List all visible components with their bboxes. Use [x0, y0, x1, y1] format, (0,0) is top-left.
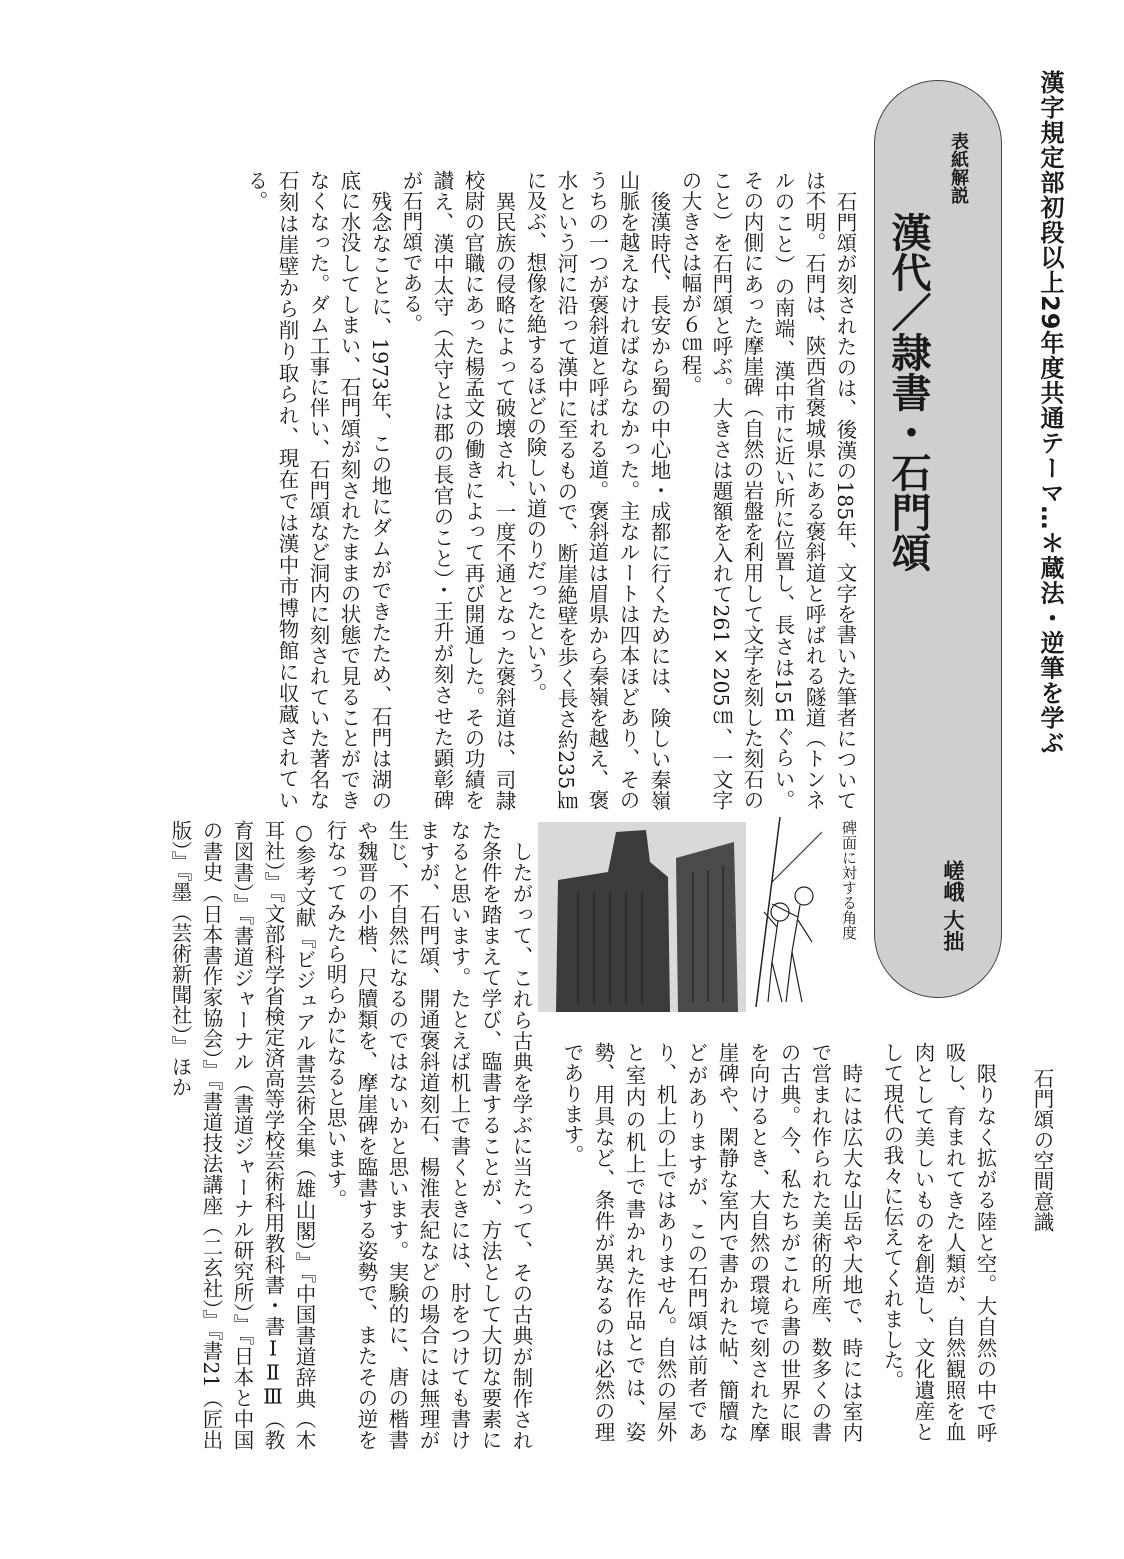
paragraph: 限りなく拡がる陸と空。大自然の中で呼吸し、育まれてきた人類が、自然観照を血肉として美しいものを創造し、文化遺産として現代の我々に伝えてくれました。 [880, 1042, 997, 1442]
paragraph: 時には広大な山岳や大地で、時には室内で営まれ作られた美術的所産、数多くの書の古典。今、私たちがこれら書の世界に眼を向けるとき、大自然の環境で刻された摩崖碑や、閑静な室内で書かれた帖、簡牘などがありますが、この石門頌は前者であり、机上の上ではありません。自然の屋外と室内の机上で書かれた作品とでは、姿勢、用具など、条件が異なるのは必然の理であります。 [560, 1042, 863, 1442]
series-title: 漢字規定部初段以上29年度共通テーマ…＊蔵法・逆筆を学ぶ [1036, 70, 1064, 756]
stele-photo [538, 822, 746, 1012]
article-right-lower [870, 1042, 1000, 1442]
paragraph: 残念なことに、1973年、この地にダムができたため、石門は湖の底に水没してしまい、石門頌が刻されたままの状態で見ることができなくなった。ダム工事に伴い、石門頌など洞内に刻されていた著名な石刻は崖壁から削り取られ、現在では漢中市博物館に収蔵されている。 [244, 170, 392, 810]
posture-diagram [742, 812, 854, 1012]
article-upper [244, 170, 860, 811]
diagram-caption: 碑面に対する角度 [840, 820, 858, 940]
angle-line [772, 832, 822, 882]
stele-photo-image [538, 822, 746, 1012]
cover-label: 表紙解説 [948, 132, 969, 204]
paragraph: 異民族の侵略によって破壊され、一度不通となった褒斜道は、司隷校尉の官職にあった楊孟文の働きによって再び開通した。その功績を讃え、漢中太守（太守とは郡の長官のこと）・王升が刻させた顕彰碑が石門頌である。 [399, 170, 516, 811]
article-left-lower [61, 820, 536, 1450]
main-title: 漢代／隷書・石門頌 [885, 212, 931, 572]
section-title: 石門頌の空間意識 [1030, 1068, 1054, 1232]
article-mid-lower [536, 1042, 866, 1442]
paragraph: 石門頌が刻されたのは、後漢の185年、文字を書いた筆者については不明。石門は、陝西省褒城県にある褒斜道と呼ばれる隧道（トンネルのこと）の南端、漢中市に近い所に位置し、長さは15ｍぐらい。その内側にあった摩崖碑（自然の岩盤を利用して文字を刻した刻石のこと）を石門頌と呼ぶ。大きさは題額を入れて261×205㎝、一文字の大きさは幅が６㎝程。 [678, 170, 857, 811]
figure-head [795, 887, 813, 905]
author-name: 嵯峨 大拙 [941, 860, 965, 952]
paragraph: 後漢時代、長安から蜀の中心地・成都に行くためには、険しい秦嶺山脈を越えなければならなかった。主なルートは四本ほどあり、そのうちの一つが褒斜道と呼ばれる道。褒斜道は眉県から秦嶺を越え、褒水という河に沿って漢中に至るもので、断崖絶壁を歩く長さ約235㎞に及ぶ、想像を絶するほどの険しい道のりだったという。 [523, 170, 671, 810]
figure-head [771, 903, 789, 921]
paragraph: したがって、これら古典を学ぶに当たって、その古典が制作された条件を踏まえて学び、臨書することが、方法として大切な要素になると思います。たとえば机上で書くときには、肘をつけても書けますが、石門頌、開通褒斜道刻石、楊淮表紀などの場合には無理が生じ、不自然になるのではないかと思います。実験的に、唐の楷書や魏晋の小楷、尺牘類を、摩崖碑を臨書する姿勢で、またその逆を行なってみたら明らかになると思います。 [323, 820, 533, 1450]
references: ○参考文献『ビジュアル書芸術全集（雄山閣）』『中国書道辞典（木耳社）』『文部科学省検定済高等学校芸術科用教科書・書ⅠⅡⅢ（教育図書）』『書道ジャーナル（書道ジャーナル研究所）』『日本と中国の書史（日本書作家協会）』『書道技法講座（二玄社）』『書21（匠出版）』『墨（芸術新聞社）』ほか [168, 820, 316, 1451]
